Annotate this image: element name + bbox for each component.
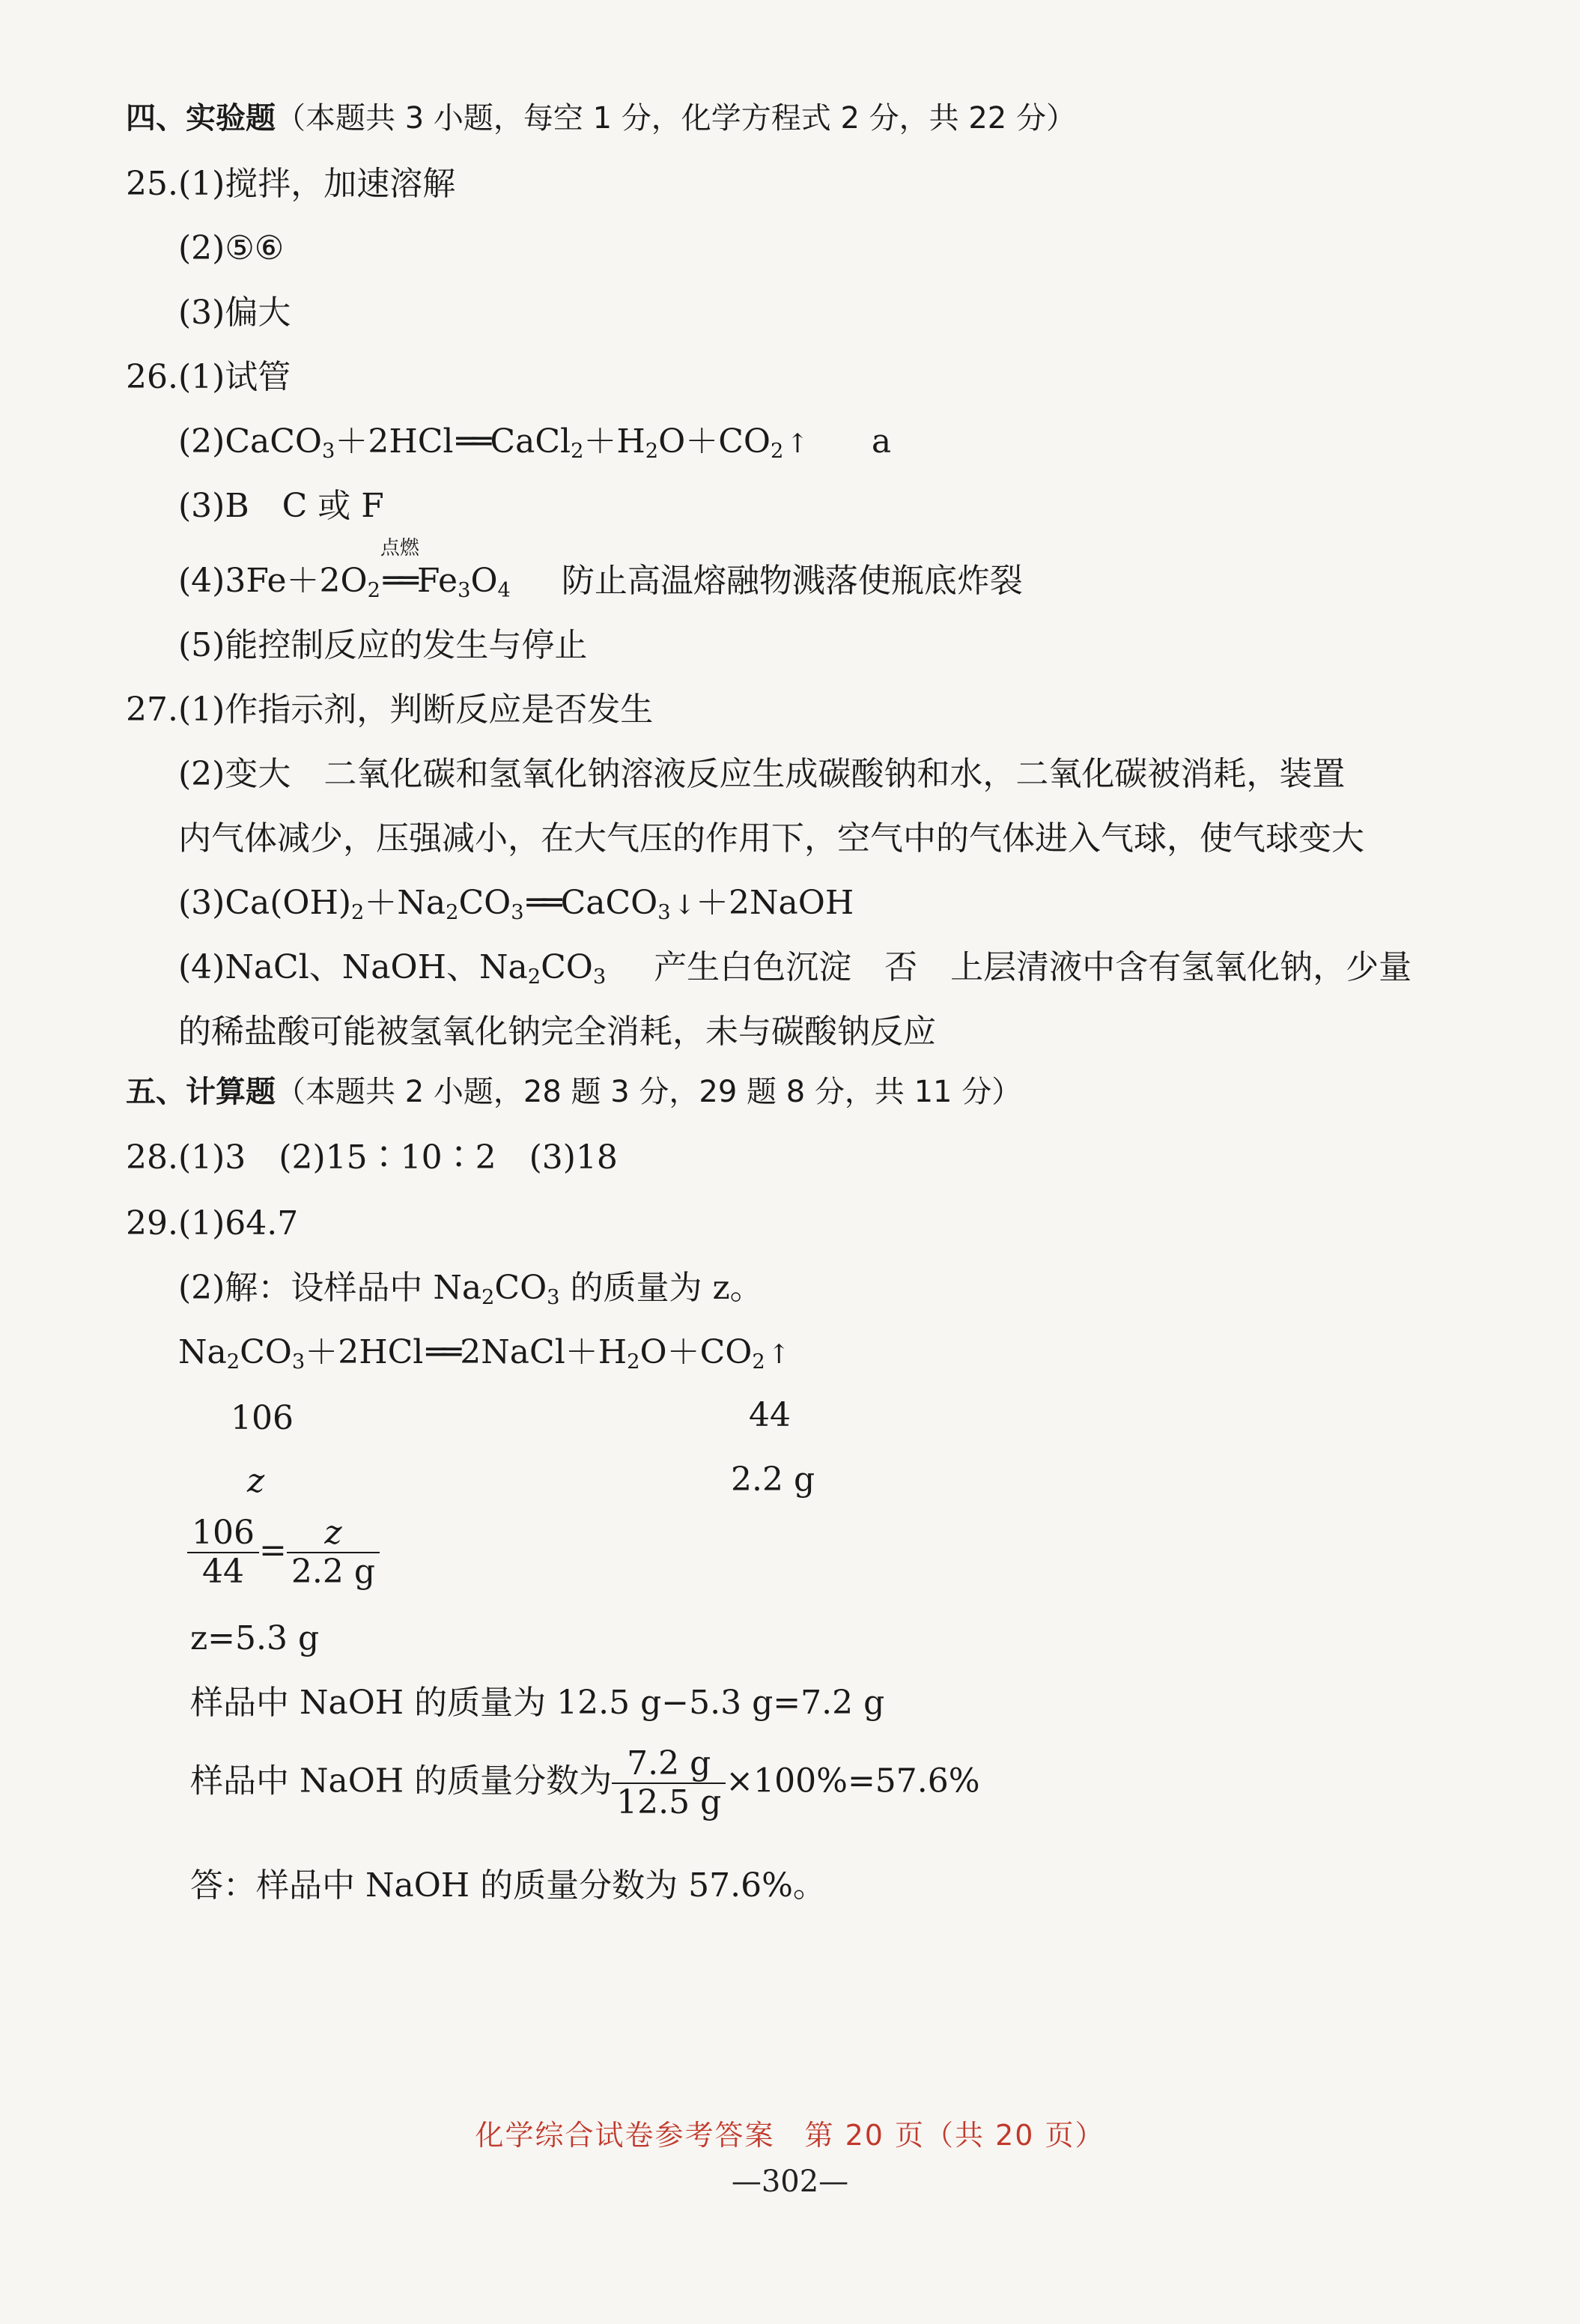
q25-a2: (2)⑤⑥ [178,229,285,267]
q27-a4-prefix: (4) [178,948,225,986]
q27-a3-prefix: (3) [178,884,225,922]
naoh-fraction-line [190,1745,980,1821]
molar-mass-left: 106 [231,1399,294,1437]
q26-a2 [178,421,891,465]
molar-mass-right: 44 [749,1396,791,1434]
frac-right-den: 2.2 g [291,1553,375,1591]
section4-note: （本题共 3 小题，每空 1 分，化学方程式 2 分，共 22 分） [276,101,1076,136]
section5-note: （本题共 2 小题，28 题 3 分，29 题 8 分，共 11 分） [276,1075,1022,1109]
q26-a4-prefix: (4) [178,562,225,600]
fraction-left [187,1514,259,1591]
section5-title: 五、计算题 [126,1075,276,1109]
footer-title: 化学综合试卷参考答案 第 20 页（共 20 页） [475,2119,1105,2152]
frac-left-den: 44 [201,1553,244,1591]
q29-intro-pre: (2)解：设样品中 [178,1269,423,1307]
equation-na2co3-hcl: $Na_2CO_3+2HCl══2NaCl+H_2O+CO_2$ ↑ [178,1332,790,1376]
q26-a4-answer: 防止高温熔融物溅落使瓶底炸裂 [561,562,1023,600]
q29-a1: 29.(1)64.7 [126,1204,299,1243]
q26-a2-prefix: (2) [178,422,225,461]
q27-a4-line1 [178,947,1412,989]
q27-a2-line1: (2)变大 二氧化碳和氢氧化钠溶液反应生成碳酸钠和水，二氧化碳被消耗，装置 [178,755,1346,793]
z-result: z=5.3 g [190,1619,320,1657]
known-right: 2.2 g [731,1460,815,1499]
frac2-den: 12.5 g [616,1783,722,1821]
q28-answer: 28.(1)3 (2)15∶10∶2 (3)18 [126,1138,618,1177]
q26-a1: 26.(1)试管 [126,358,291,396]
equation-caco3-hcl: $CaCO_3+2HCl══CaCl_2+H_2O+CO_2$ ↑ [225,422,808,461]
q27-a1: 27.(1)作指示剂，判断反应是否发生 [126,691,654,729]
solute-list: NaCl、NaOH、$Na_2CO_3$ [225,948,607,989]
frac2-num: 7.2 g [612,1745,726,1784]
frac-right-num: z [287,1514,380,1553]
q25-a1: 25.(1)搅拌，加速溶解 [126,165,456,203]
section4-title: 四、实验题 [126,101,276,136]
final-answer: 答：样品中 NaOH 的质量分数为 57.6%。 [190,1866,826,1905]
proportion-equation: $\frac{106}{44}$ = $\frac{z}{2.2 g}$ [187,1514,380,1591]
q29-a2-intro: (2)解：设样品中 $Na_2CO_3$ 的质量为 z。 [178,1269,763,1309]
equation-fe-o2: $3Fe+2O_2$ 点燃 $══Fe_3O_4$ [225,537,511,602]
q27-a4-line2: 的稀盐酸可能被氢氧化钠完全消耗，未与碳酸钠反应 [178,1013,936,1051]
gas-arrow-icon: ↑ [768,1339,791,1370]
frac-pre-text: 样品中 NaOH 的质量分数为 [190,1762,613,1800]
unknown-left: z [247,1462,265,1500]
q27-a4-rest: 产生白色沉淀 否 上层清液中含有氢氧化钠，少量 [654,948,1412,986]
precipitate-arrow-icon: ↓ [673,890,696,920]
section5-heading [126,1071,1021,1113]
q26-a4 [178,537,1023,602]
frac-left-num: 106 [187,1514,259,1553]
gas-arrow-icon: ↑ [786,428,809,459]
q27-a2-line2: 内气体减少，压强减小，在大气压的作用下，空气中的气体进入气球，使气球变大 [178,819,1364,858]
q26-a2-answer: a [871,422,892,461]
page-number: —302— [731,2164,849,2199]
q27-a3 [178,882,854,926]
section4-heading [126,97,1076,139]
q26-a5: (5)能控制反应的发生与停止 [178,626,588,664]
naoh-mass: 样品中 NaOH 的质量为 12.5 g−5.3 g=7.2 g [190,1684,885,1722]
q25-a3: (3)偏大 [178,294,291,332]
frac-post-text: ×100%=57.6% [726,1762,980,1800]
reaction-condition: 点燃 [380,537,419,559]
q29-intro-post: 的质量为 z。 [570,1269,763,1307]
q26-a3: (3)B C 或 F [178,487,384,525]
fraction-percent [612,1745,726,1821]
fraction-right [287,1514,380,1591]
equation-caoh2-na2co3: $Ca(OH)_2+Na_2CO_3══CaCO_3$ ↓＋2NaOH [225,884,854,922]
